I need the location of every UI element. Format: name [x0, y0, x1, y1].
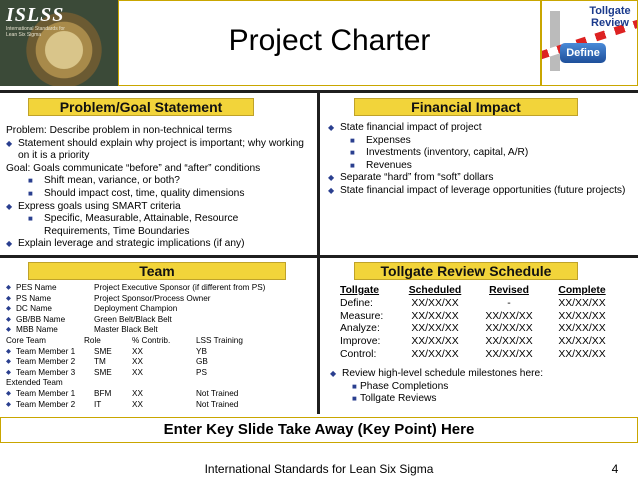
schedule-table-wrap — [340, 284, 630, 361]
team-heading: Team — [28, 262, 286, 280]
extended-team-label: Extended Team — [6, 378, 63, 388]
col-complete: Complete — [558, 285, 606, 296]
tollgate-name: Improve: — [340, 336, 381, 348]
team-role-row — [6, 294, 312, 305]
sub-bullet-item: ■ Should impact cost, time, quality dimensions — [6, 188, 306, 201]
revised-date: - — [507, 297, 511, 309]
member-contrib: XX — [132, 346, 143, 356]
tollgate-name: Measure: — [340, 310, 384, 322]
sub-bullet-item: ■ Tollgate Reviews — [330, 393, 630, 406]
sub-bullet-item: ■ Specific, Measurable, Attainable, Resource Requirements, Time Boundaries — [6, 213, 306, 238]
logo-brand: ISLSS — [6, 4, 65, 26]
sub-bullet-item: ■ Expenses — [328, 135, 628, 148]
member-contrib: XX — [132, 399, 143, 409]
define-phase-badge: Define — [560, 43, 606, 63]
key-takeaway-box[interactable]: Enter Key Slide Take Away (Key Point) Here — [0, 417, 638, 443]
problem-line: Problem: Describe problem in non-technical terms — [6, 125, 232, 136]
role-name: ◆ MBB Name — [16, 325, 58, 335]
tollgate-title — [582, 5, 638, 29]
bullet-item: ◆ Review high-level schedule milestones here: — [330, 368, 630, 381]
col-contrib: % Contrib. — [132, 335, 171, 345]
tollgate-review-graphic — [541, 0, 638, 86]
role-name: ◆ GB/BB Name — [16, 314, 66, 324]
role-name: ◆ PES Name — [16, 283, 57, 292]
sub-bullet-item: ■ Revenues — [328, 160, 628, 173]
islss-logo — [0, 0, 118, 86]
bullet-item: ◆ Explain leverage and strategic implications (if any) — [6, 238, 306, 251]
complete-date: XX/XX/XX — [558, 336, 606, 348]
sub-bullet-item: ■ Investments (inventory, capital, A/R) — [328, 147, 628, 160]
scheduled-date: XX/XX/XX — [411, 310, 459, 322]
member-training: Not Trained — [196, 399, 239, 409]
scheduled-date: XX/XX/XX — [411, 336, 459, 348]
tollgate-name: Define: — [340, 297, 373, 309]
member-name: ◆ Team Member 2 — [16, 357, 76, 367]
bullet-item: ◆ State financial impact of project — [328, 122, 628, 135]
problem-goal-body — [6, 125, 306, 251]
sub-bullet-item: ■ Shift mean, variance, or both? — [6, 175, 306, 188]
schedule-row — [340, 310, 618, 323]
core-member-row — [6, 347, 312, 358]
member-contrib: XX — [132, 367, 143, 377]
member-contrib: XX — [132, 357, 143, 367]
revised-date: XX/XX/XX — [485, 310, 533, 322]
core-member-row — [6, 368, 312, 379]
member-role: IT — [94, 399, 102, 409]
role-desc: Project Executive Sponsor (if different from PS) — [94, 283, 266, 292]
member-name: ◆ Team Member 1 — [16, 388, 76, 398]
bullet-item: ◆ Statement should explain why project is important; why working on it is a priority — [6, 138, 306, 163]
bullet-item: ◆ Express goals using SMART criteria — [6, 201, 306, 214]
gate-post — [550, 11, 560, 71]
member-name: ◆ Team Member 3 — [16, 367, 76, 377]
member-role: SME — [94, 367, 112, 377]
page-number: 4 — [611, 462, 619, 476]
member-role: SME — [94, 346, 112, 356]
extended-member-row — [6, 400, 312, 411]
team-role-row — [6, 283, 312, 294]
team-role-row — [6, 315, 312, 326]
tollgate-schedule-heading: Tollgate Review Schedule — [354, 262, 578, 280]
member-name: ◆ Team Member 1 — [16, 346, 76, 356]
role-name: ◆ PS Name — [16, 293, 52, 303]
team-role-row — [6, 325, 312, 336]
schedule-table — [340, 284, 618, 361]
bullet-item: ◆ Separate “hard” from “soft” dollars — [328, 172, 628, 185]
financial-body — [328, 122, 628, 198]
core-member-row — [6, 357, 312, 368]
schedule-header-row — [340, 284, 618, 297]
member-name: ◆ Team Member 2 — [16, 399, 76, 409]
middle-divider — [0, 255, 638, 258]
sub-bullet-item: ■ Phase Completions — [330, 381, 630, 394]
complete-date: XX/XX/XX — [558, 349, 606, 361]
tollgate-name: Control: — [340, 349, 377, 361]
tollgate-name: Analyze: — [340, 323, 380, 335]
col-training: LSS Training — [196, 335, 243, 345]
revised-date: XX/XX/XX — [485, 336, 533, 348]
member-training: GB — [196, 357, 208, 367]
schedule-row — [340, 323, 618, 336]
complete-date: XX/XX/XX — [558, 323, 606, 335]
logo-tagline: International Standards for Lean Six Sigma — [6, 26, 65, 38]
revised-date: XX/XX/XX — [485, 323, 533, 335]
goal-line: Goal: Goals communicate “before” and “after” conditions — [6, 162, 261, 174]
role-desc: Master Black Belt — [94, 325, 158, 335]
scheduled-date: XX/XX/XX — [411, 297, 459, 309]
role-name: ◆ DC Name — [16, 304, 52, 314]
role-desc: Green Belt/Black Belt — [94, 314, 172, 324]
extended-member-row — [6, 389, 312, 400]
col-tollgate: Tollgate — [340, 285, 380, 296]
schedule-row — [340, 348, 618, 361]
schedule-row — [340, 297, 618, 310]
tollgate-title-line1: Tollgate — [589, 5, 631, 17]
problem-goal-heading: Problem/Goal Statement — [28, 98, 254, 116]
member-contrib: XX — [132, 388, 143, 398]
member-training: Not Trained — [196, 388, 239, 398]
role-desc: Project Sponsor/Process Owner — [94, 293, 211, 303]
scheduled-date: XX/XX/XX — [411, 323, 459, 335]
bullet-item: ◆ State financial impact of leverage opportunities (future projects) — [328, 185, 628, 198]
role-desc: Deployment Champion — [94, 304, 178, 314]
team-role-row — [6, 304, 312, 315]
tollgate-title-line2: Review — [591, 17, 629, 29]
footer-text: International Standards for Lean Six Sigma — [204, 462, 434, 476]
core-team-label: Core Team — [6, 335, 46, 345]
member-role: TM — [94, 357, 106, 367]
col-revised: Revised — [489, 285, 529, 296]
complete-date: XX/XX/XX — [558, 310, 606, 322]
financial-impact-heading: Financial Impact — [354, 98, 578, 116]
center-divider — [317, 90, 320, 414]
member-training: PS — [196, 367, 207, 377]
member-role: BFM — [94, 388, 112, 398]
complete-date: XX/XX/XX — [558, 297, 606, 309]
team-body — [6, 283, 312, 410]
member-training: YB — [196, 346, 207, 356]
col-scheduled: Scheduled — [408, 285, 462, 296]
schedule-row — [340, 335, 618, 348]
scheduled-date: XX/XX/XX — [411, 349, 459, 361]
page-title: Project Charter — [228, 24, 431, 57]
core-team-header — [6, 336, 312, 347]
schedule-notes — [330, 368, 630, 406]
revised-date: XX/XX/XX — [485, 349, 533, 361]
col-role: Role — [84, 335, 101, 345]
